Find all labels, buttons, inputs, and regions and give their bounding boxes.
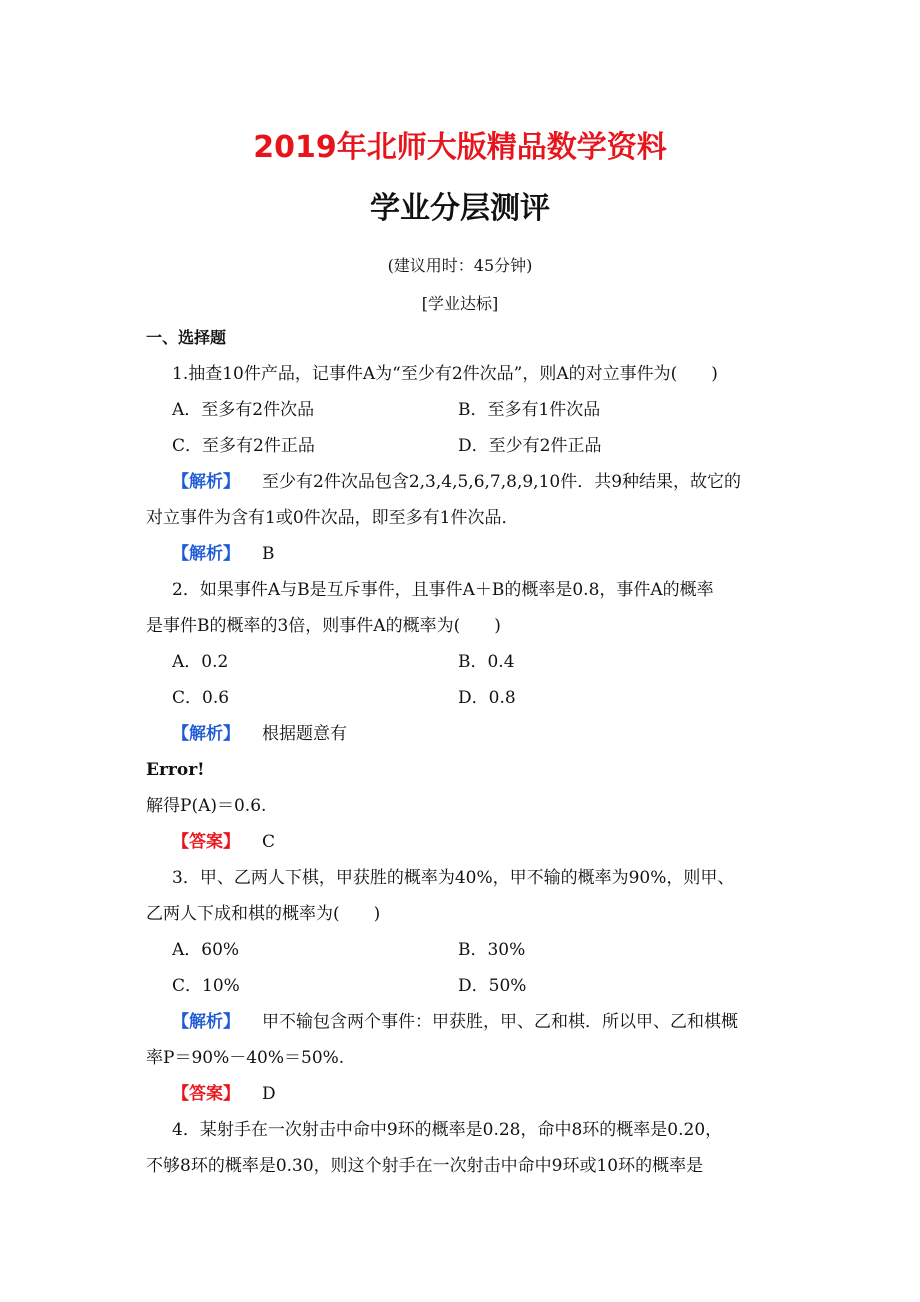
q2-analysis-text-1: 根据题意有 xyxy=(262,724,347,744)
q2-stem-2: 是事件B的概率的3倍，则事件A的概率为( ) xyxy=(146,616,501,636)
part-heading: 一、选择题 xyxy=(146,328,227,347)
q2-answer-value: C xyxy=(262,832,276,852)
q3-analysis-text-2: 率P＝90%－40%＝50%. xyxy=(146,1048,345,1068)
q2-analysis xyxy=(172,722,347,746)
q2-answer-tag: 【答案】 xyxy=(172,832,240,852)
q3-answer xyxy=(172,1082,276,1106)
q1-option-a: A．至多有2件次品 xyxy=(172,400,315,420)
q1-analysis-tag: 【解析】 xyxy=(172,472,240,492)
q3-option-a: A．60% xyxy=(172,940,240,960)
q3-answer-value: D xyxy=(262,1084,276,1104)
q3-option-d: D．50% xyxy=(458,976,527,996)
q1-stem: 1.抽查10件产品，记事件A为“至少有2件次品”，则A的对立事件为( ) xyxy=(172,364,718,384)
q2-option-b: B．0.4 xyxy=(458,652,515,672)
q1-answer-tag: 【解析】 xyxy=(172,544,240,564)
q1-analysis-text-2: 对立事件为含有1或0件次品，即至多有1件次品． xyxy=(146,508,519,528)
q1-answer-value: B xyxy=(262,544,275,564)
q2-solve-text: 解得P(A)＝0.6. xyxy=(146,796,267,816)
q1-option-c: C．至多有2件正品 xyxy=(172,436,315,456)
q2-stem-1: 2．如果事件A与B是互斥事件，且事件A＋B的概率是0.8，事件A的概率 xyxy=(172,580,714,600)
q3-analysis-tag: 【解析】 xyxy=(172,1012,240,1032)
q1-analysis-text-1: 至少有2件次品包含2,3,4,5,6,7,8,9,10件．共9种结果，故它的 xyxy=(262,472,742,492)
section-tag: [学业达标] xyxy=(421,294,499,313)
q2-error-text: Error! xyxy=(146,760,205,780)
q3-stem-1: 3．甲、乙两人下棋，甲获胜的概率为40%，甲不输的概率为90%，则甲、 xyxy=(172,868,735,888)
time-note: (建议用时：45分钟) xyxy=(387,256,533,275)
q2-answer xyxy=(172,830,275,854)
q3-option-c: C．10% xyxy=(172,976,240,996)
q3-analysis-text-1: 甲不输包含两个事件：甲获胜，甲、乙和棋．所以甲、乙和棋概 xyxy=(262,1012,738,1032)
q2-option-d: D．0.8 xyxy=(458,688,516,708)
q1-option-d: D．至少有2件正品 xyxy=(458,436,602,456)
q3-answer-tag: 【答案】 xyxy=(172,1084,240,1104)
q4-stem-2: 不够8环的概率是0.30，则这个射手在一次射击中命中9环或10环的概率是 xyxy=(146,1156,704,1176)
q2-option-c: C．0.6 xyxy=(172,688,230,708)
banner-title: 2019年北师大版精品数学资料 xyxy=(253,130,667,165)
q1-option-b: B．至多有1件次品 xyxy=(458,400,601,420)
q1-analysis xyxy=(172,470,741,494)
q4-stem-1: 4．某射手在一次射击中命中9环的概率是0.28，命中8环的概率是0.20， xyxy=(172,1120,723,1140)
q3-option-b: B．30% xyxy=(458,940,526,960)
q2-option-a: A．0.2 xyxy=(172,652,229,672)
page-title: 学业分层测评 xyxy=(370,191,550,226)
q3-analysis xyxy=(172,1010,738,1034)
q2-analysis-tag: 【解析】 xyxy=(172,724,240,744)
q3-stem-2: 乙两人下成和棋的概率为( ) xyxy=(146,904,381,924)
q1-answer xyxy=(172,542,275,566)
